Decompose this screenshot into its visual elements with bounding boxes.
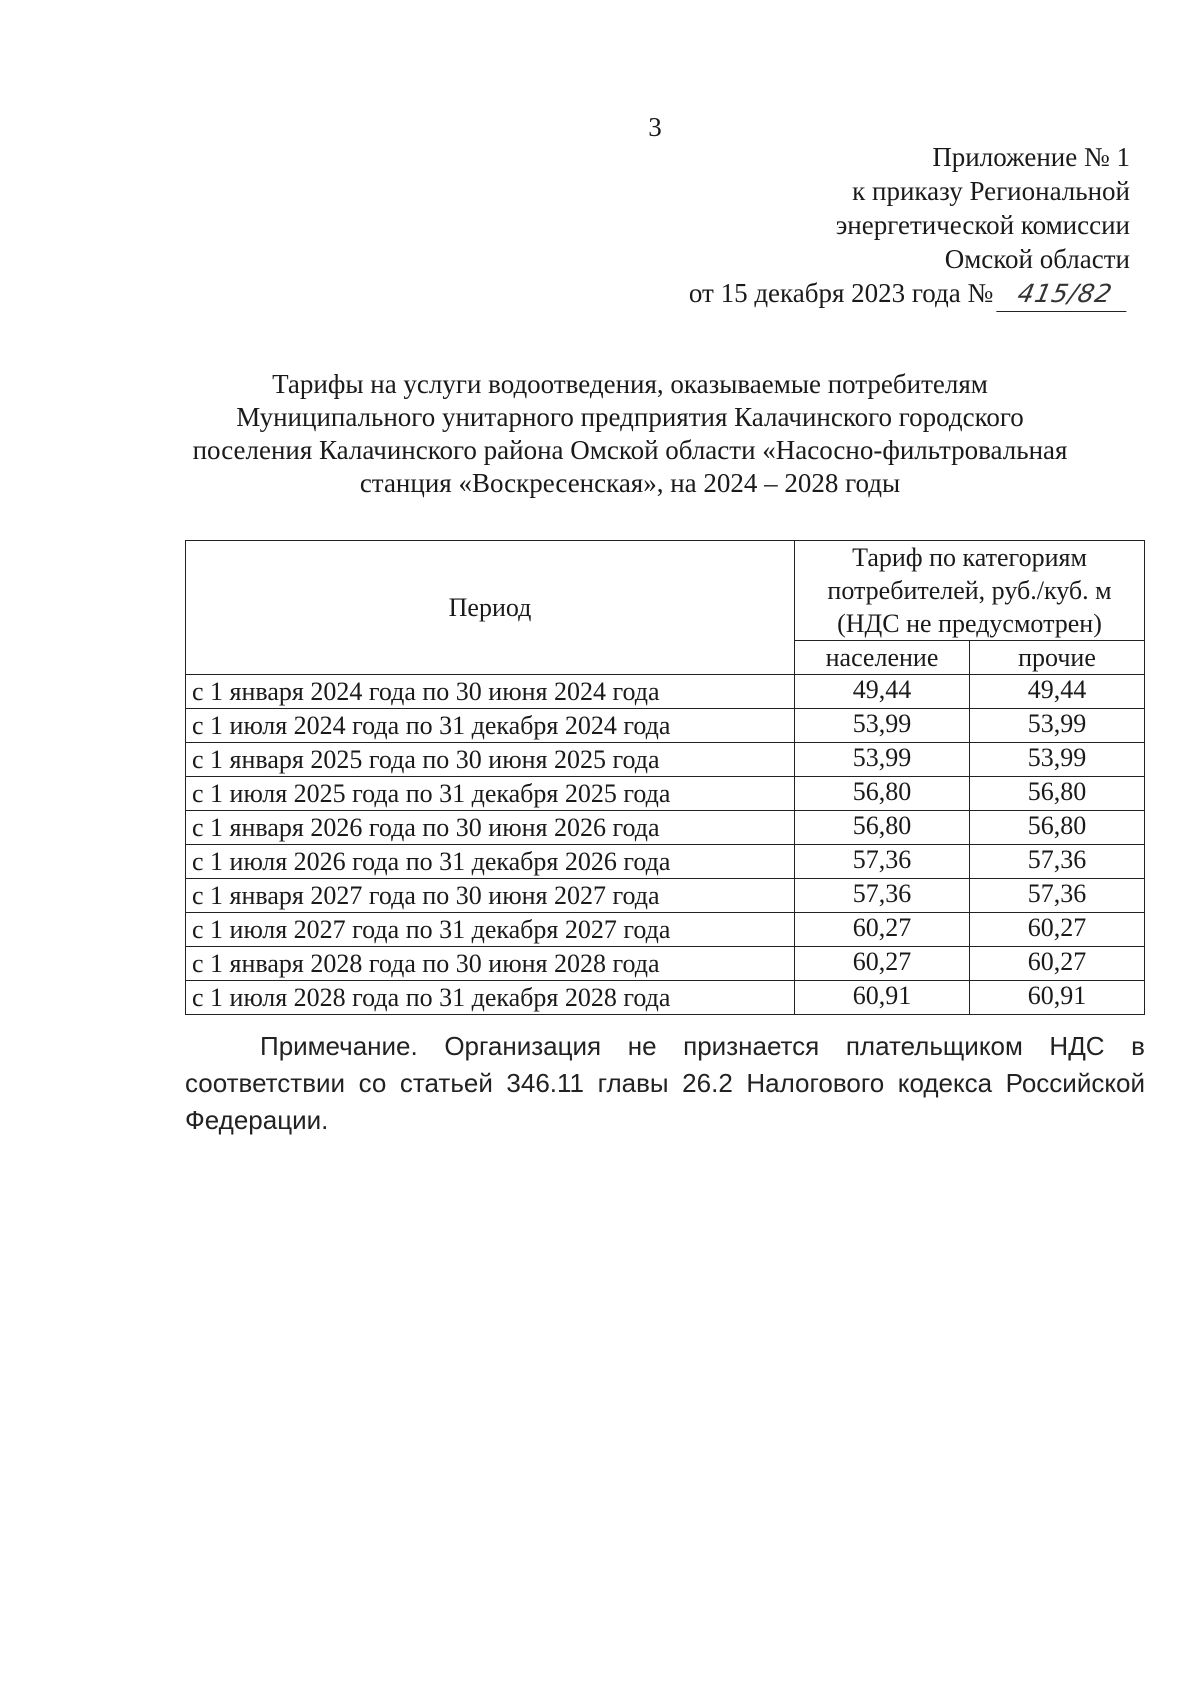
other-column-header: прочие: [970, 641, 1145, 675]
period-cell: с 1 июля 2028 года по 31 декабря 2028 года: [186, 981, 795, 1015]
other-tariff-cell: 56,80: [970, 811, 1145, 845]
table-row: [186, 811, 1145, 845]
period-cell: с 1 июля 2027 года по 31 декабря 2027 года: [186, 913, 795, 947]
period-column-header: Период: [186, 541, 795, 675]
table-header-row: [186, 541, 1145, 641]
appendix-line: Омской области: [944, 244, 1130, 274]
table-row: [186, 947, 1145, 981]
table-row: [186, 879, 1145, 913]
period-cell: с 1 января 2026 года по 30 июня 2026 года: [186, 811, 795, 845]
title-line: Муниципального унитарного предприятия Калачинского городского: [236, 402, 1024, 432]
period-cell: с 1 января 2027 года по 30 июня 2027 года: [186, 879, 795, 913]
order-prefix: от 15 декабря 2023 года №: [688, 278, 994, 308]
period-cell: с 1 июля 2024 года по 31 декабря 2024 года: [186, 709, 795, 743]
period-cell: с 1 января 2028 года по 30 июня 2028 года: [186, 947, 795, 981]
other-tariff-cell: 57,36: [970, 879, 1145, 913]
other-tariff-cell: 60,91: [970, 981, 1145, 1015]
order-number-handwritten: 415/82: [996, 277, 1133, 312]
population-tariff-cell: 60,27: [795, 947, 970, 981]
page-number: 3: [648, 112, 662, 142]
population-tariff-cell: 57,36: [795, 845, 970, 879]
population-tariff-cell: 56,80: [795, 811, 970, 845]
table-row: [186, 675, 1145, 709]
note-paragraph: [185, 1028, 1145, 1139]
other-tariff-cell: 53,99: [970, 709, 1145, 743]
order-date-line: [689, 276, 1130, 312]
period-cell: с 1 июля 2026 года по 31 декабря 2026 года: [186, 845, 795, 879]
tariff-table: [185, 540, 1145, 1015]
tariff-header-line: потребителей, руб./куб. м: [827, 576, 1112, 605]
appendix-line: к приказу Региональной: [852, 176, 1130, 206]
document-title: [150, 368, 1110, 500]
period-cell: с 1 января 2025 года по 30 июня 2025 года: [186, 743, 795, 777]
other-tariff-cell: 60,27: [970, 913, 1145, 947]
tariff-header-line: (НДС не предусмотрен): [837, 609, 1102, 638]
other-tariff-cell: 57,36: [970, 845, 1145, 879]
other-tariff-cell: 53,99: [970, 743, 1145, 777]
population-tariff-cell: 57,36: [795, 879, 970, 913]
other-tariff-cell: 49,44: [970, 675, 1145, 709]
title-line: поселения Калачинского района Омской области «Насосно-фильтровальная: [192, 435, 1068, 465]
appendix-line: энергетической комиссии: [835, 210, 1130, 240]
appendix-block: [689, 140, 1130, 312]
population-tariff-cell: 49,44: [795, 675, 970, 709]
appendix-line: Приложение № 1: [932, 142, 1130, 172]
population-tariff-cell: 60,91: [795, 981, 970, 1015]
period-cell: с 1 января 2024 года по 30 июня 2024 года: [186, 675, 795, 709]
table-row: [186, 981, 1145, 1015]
population-column-header: население: [795, 641, 970, 675]
title-line: Тарифы на услуги водоотведения, оказываемые потребителям: [272, 369, 988, 399]
other-tariff-cell: 56,80: [970, 777, 1145, 811]
population-tariff-cell: 56,80: [795, 777, 970, 811]
table-row: [186, 913, 1145, 947]
period-cell: с 1 июля 2025 года по 31 декабря 2025 года: [186, 777, 795, 811]
tariff-header-line: Тариф по категориям: [852, 543, 1087, 572]
population-tariff-cell: 60,27: [795, 913, 970, 947]
tariff-column-header: [795, 541, 1145, 641]
note-text: Примечание. Организация не признается плательщиком НДС в соответствии со статьей 346.11 главы 26.2 Налогового кодекса Российской Федерации.: [185, 1031, 1145, 1135]
population-tariff-cell: 53,99: [795, 743, 970, 777]
table-row: [186, 777, 1145, 811]
table-row: [186, 743, 1145, 777]
population-tariff-cell: 53,99: [795, 709, 970, 743]
table-row: [186, 845, 1145, 879]
title-line: станция «Воскресенская», на 2024 – 2028 годы: [359, 468, 901, 498]
other-tariff-cell: 60,27: [970, 947, 1145, 981]
table-row: [186, 709, 1145, 743]
